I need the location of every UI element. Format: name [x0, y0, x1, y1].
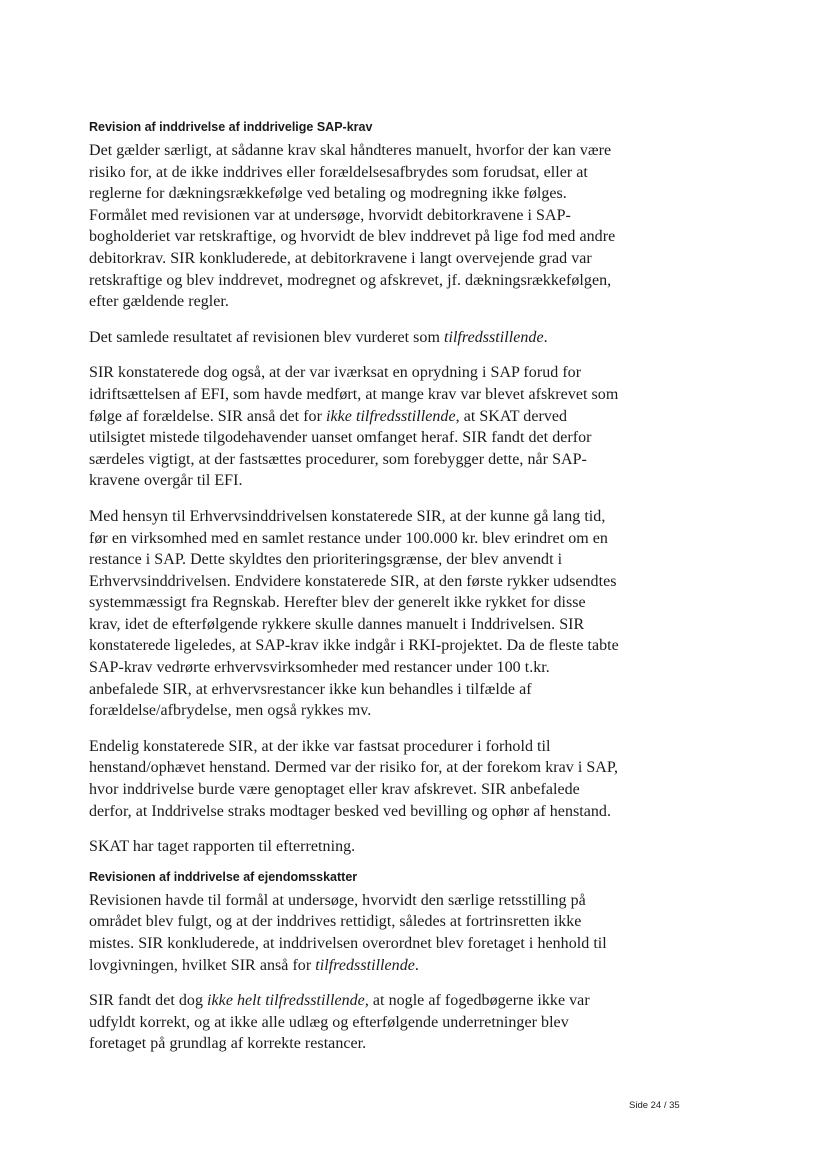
- emphasis: ikke helt tilfredsstillende: [207, 992, 365, 1010]
- emphasis: ikke tilfredsstillende: [326, 407, 456, 425]
- page-number-label: Side 24 / 35: [629, 1100, 680, 1111]
- paragraph: Det samlede resultatet af revisionen blev vurderet som tilfredsstillende.: [89, 328, 548, 346]
- document-page: [89, 118, 621, 1069]
- page-number: [629, 1100, 680, 1111]
- paragraph: SIR konstaterede dog også, at der var iværksat en oprydning i SAP forud for idriftsættelsen af EFI, som havde medført, at mange krav var blevet afskrevet som følge af forældelse. SIR anså det for ikke tilfredsstillende, at SKAT derved utilsigtet mistede tilgodehavender uanset omfanget heraf. SIR fandt det derfor særdeles vigtigt, at der fastsættes procedurer, som forebygger dette, når SAP-kravene overgår til EFI.: [89, 364, 619, 490]
- paragraph: Revisionen havde til formål at undersøge, hvorvidt den særlige retsstilling på området blev fulgt, og at der inddrives rettidigt, således at fortrinsretten ikke mistes. SIR konkluderede, at inddrivelsen overordnet blev foretaget i henhold til lovgivningen, hvilket SIR anså for tilfredsstillende.: [89, 891, 607, 974]
- paragraph: SKAT har taget rapporten til efterretning.: [89, 838, 356, 856]
- emphasis: tilfredsstillende: [315, 956, 415, 974]
- paragraph: Endelig konstaterede SIR, at der ikke var fastsat procedurer i forhold til henstand/ophævet henstand. Dermed var der risiko for, at der forekom krav i SAP, hvor inddrivelse burde være genoptaget eller krav afskrevet. SIR anbefalede derfor, at Inddrivelse straks modtager besked ved bevilling og ophør af henstand.: [89, 737, 619, 820]
- paragraph: Med hensyn til Erhvervsinddrivelsen konstaterede SIR, at der kunne gå lang tid, før en virksomhed med en samlet restance under 100.000 kr. blev erindret om en restance i SAP. Dette skyldtes den prioriteringsgrænse, der blev anvendt i Erhvervsinddrivelsen. Endvidere konstaterede SIR, at den første rykker udsendtes systemmæssigt fra Regnskab. Herefter blev der generelt ikke rykket for disse krav, idet de efterfølgende rykkere skulle dannes manuelt i Inddrivelsen. SIR konstaterede ligeledes, at SAP-krav ikke indgår i RKI-projektet. Da de fleste tabte SAP-krav vedrørte erhvervsvirksomheder med restancer under 100 t.kr. anbefalede SIR, at erhvervsrestancer ikke kun behandles i tilfælde af forældelse/afbrydelse, men også rykkes mv.: [89, 507, 619, 720]
- section-heading-ejendomsskatter: Revisionen af inddrivelse af ejendomsskatter: [89, 869, 358, 884]
- paragraph: Det gælder særligt, at sådanne krav skal håndteres manuelt, hvorfor der kan være risiko for, at de ikke inddrives eller forældelsesafbrydes som forudsat, eller at reglerne for dækningsrækkefølge ved betaling og modregning ikke følges. Formålet med revisionen var at undersøge, hvorvidt debitorkravene i SAP-bogholderiet var retskraftige, og hvorvidt de blev inddrevet på lige fod med andre debitorkrav. SIR konkluderede, at debitorkravene i langt overvejende grad var retskraftige og blev inddrevet, modregnet og afskrevet, jf. dækningsrækkefølgen, efter gældende regler.: [89, 142, 616, 311]
- emphasis: tilfredsstillende: [443, 328, 544, 346]
- section-heading-sap: Revision af inddrivelse af inddrivelige SAP-krav: [89, 120, 373, 134]
- paragraph: SIR fandt det dog ikke helt tilfredsstillende, at nogle af fogedbøgerne ikke var udfyldt korrekt, og at ikke alle udlæg og efterfølgende underretninger blev foretaget på grundlag af korrekte restancer.: [89, 992, 590, 1053]
